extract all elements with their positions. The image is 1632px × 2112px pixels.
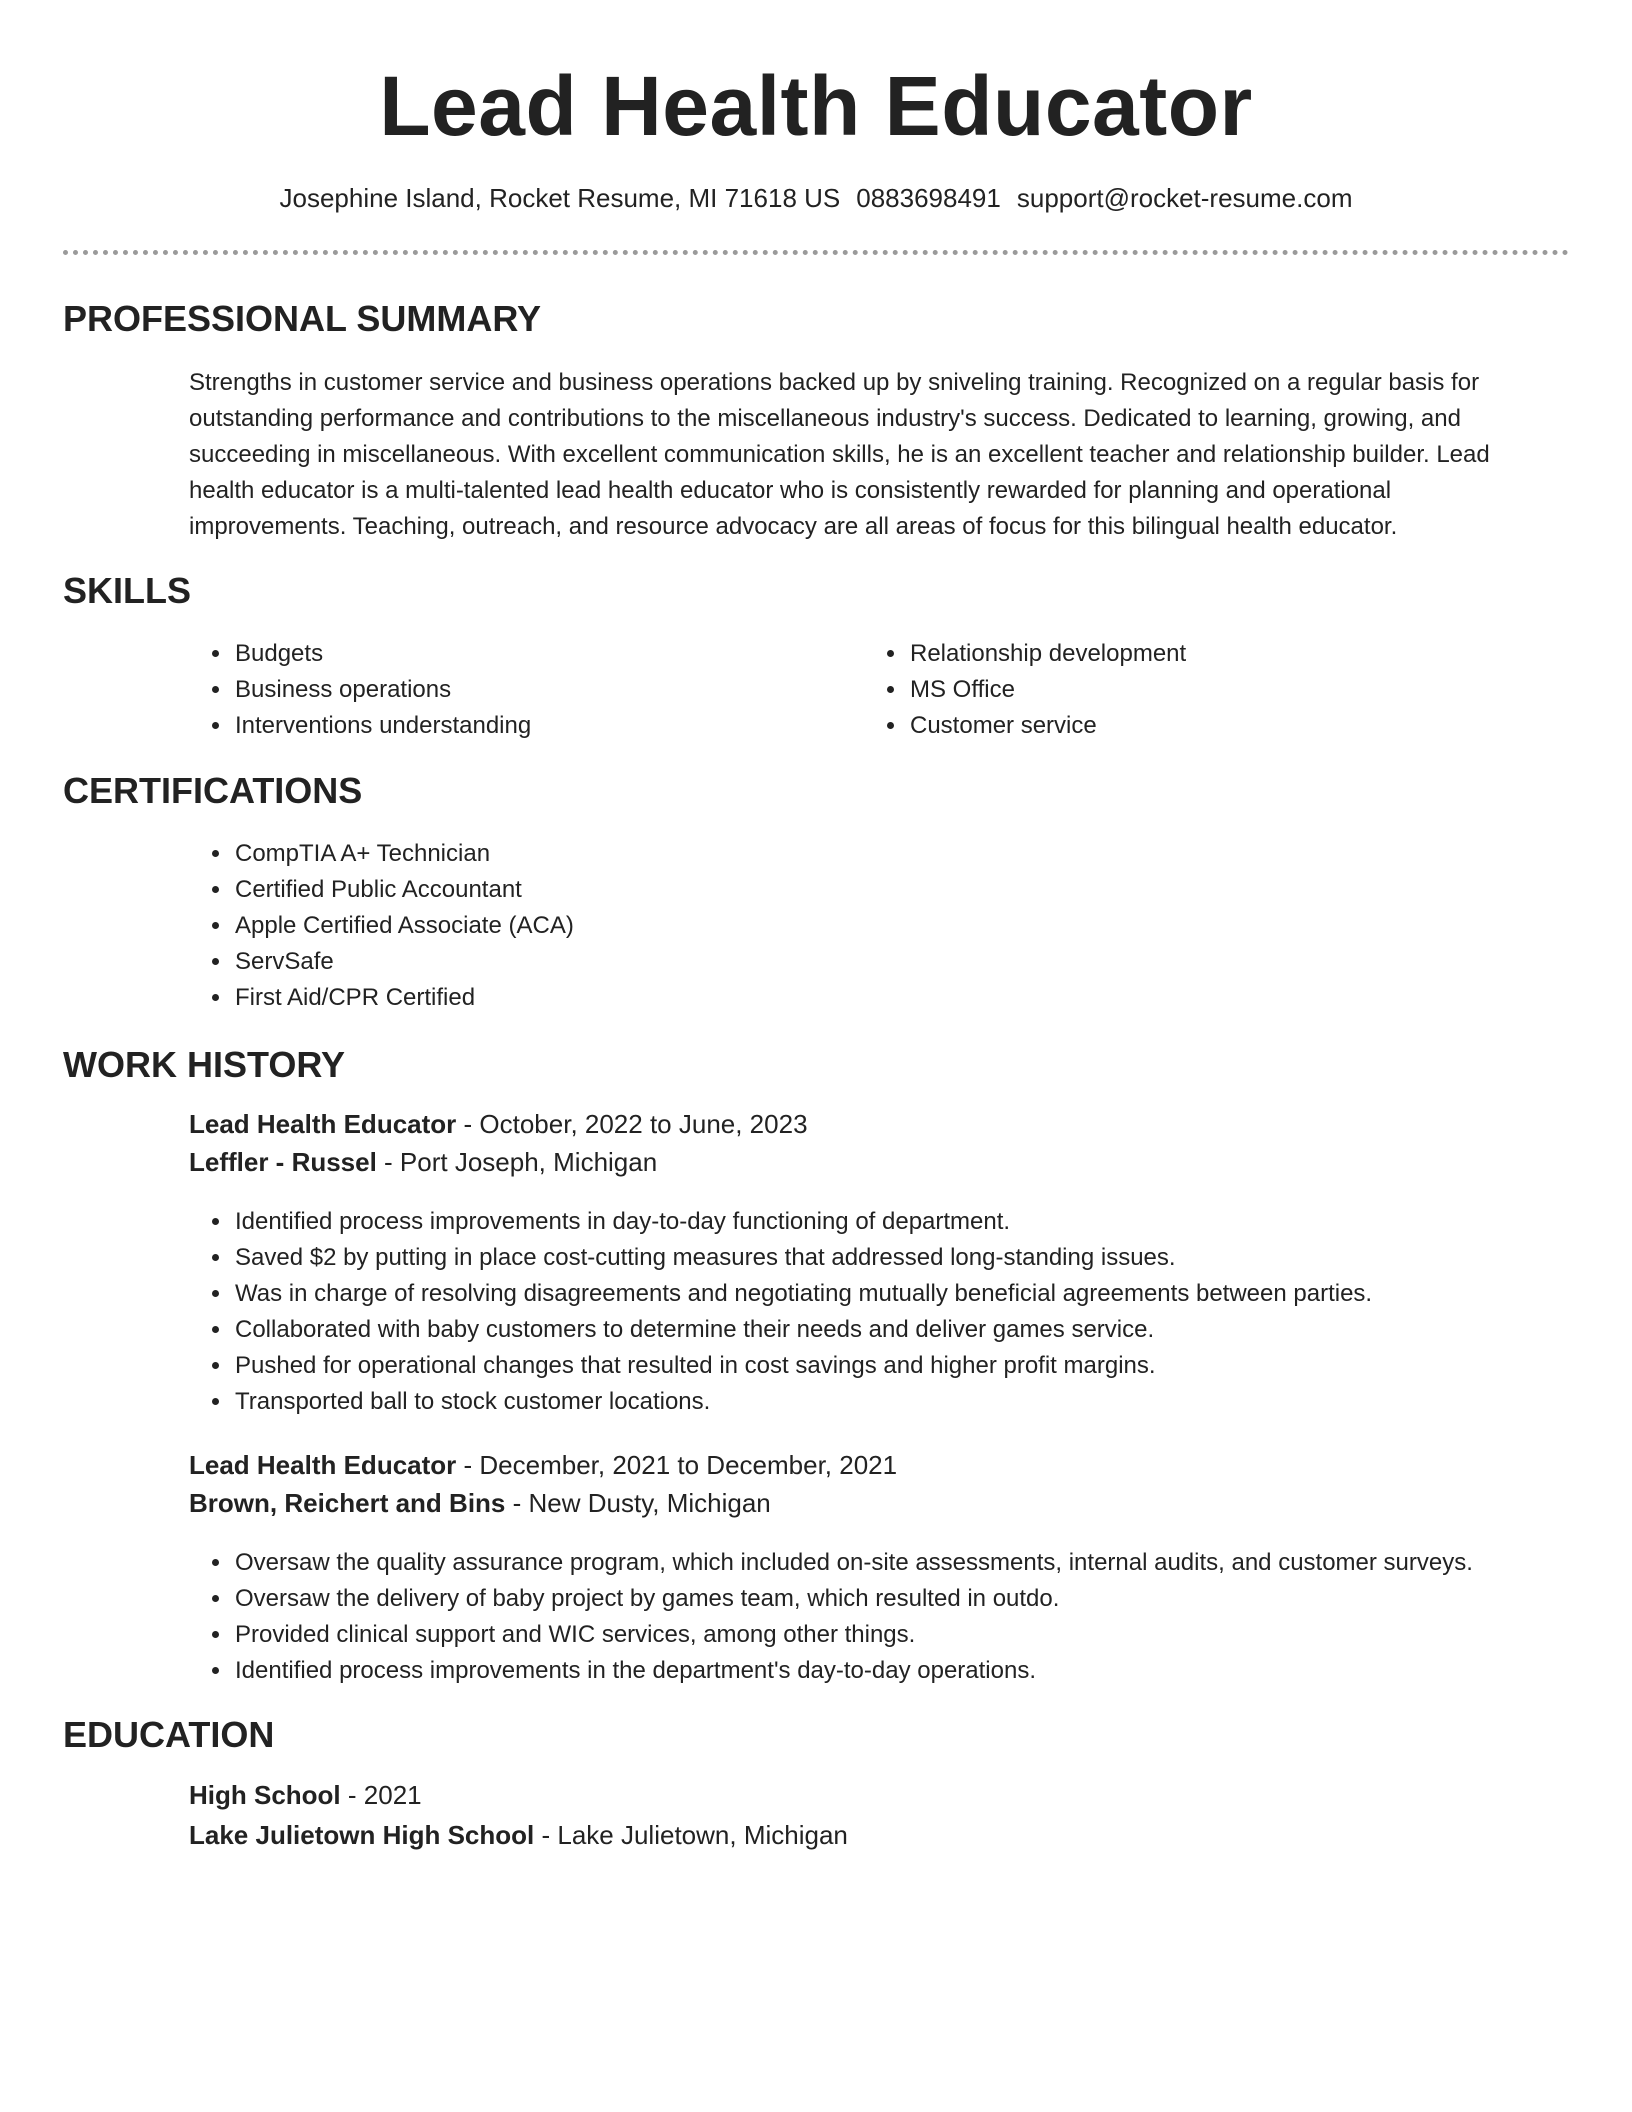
summary-heading: PROFESSIONAL SUMMARY bbox=[63, 298, 542, 339]
job-2-location: - New Dusty, Michigan bbox=[505, 1488, 771, 1518]
header-divider bbox=[63, 250, 1569, 255]
job-2-title-line bbox=[189, 1446, 897, 1484]
job-bullet: • Provided clinical support and WIC services, among other things. bbox=[233, 1617, 1623, 1653]
skills-heading: SKILLS bbox=[63, 570, 192, 611]
job-1-company: Leffler - Russel bbox=[189, 1147, 377, 1177]
contact-phone: 0883698491 bbox=[856, 183, 1001, 213]
education-year: - 2021 bbox=[340, 1780, 422, 1810]
job-bullet: • Oversaw the quality assurance program, which included on-site assessments, internal audits, and customer surveys. bbox=[233, 1545, 1623, 1581]
certification-item: • ServSafe bbox=[233, 944, 1533, 980]
job-bullet: • Identified process improvements in the department's day-to-day operations. bbox=[233, 1653, 1623, 1689]
skill-item: • Budgets bbox=[233, 636, 853, 672]
job-1-bullets bbox=[189, 1204, 1613, 1420]
job-bullet: • Identified process improvements in day-to-day functioning of department. bbox=[233, 1204, 1613, 1240]
contact-address: Josephine Island, Rocket Resume, MI 71618 US bbox=[279, 183, 841, 213]
education-degree-line bbox=[189, 1776, 422, 1814]
job-1-dates: - October, 2022 to June, 2023 bbox=[456, 1109, 808, 1139]
skill-item: • Business operations bbox=[233, 672, 853, 708]
job-bullet: • Oversaw the delivery of baby project by games team, which resulted in outdo. bbox=[233, 1581, 1623, 1617]
skill-item: • MS Office bbox=[908, 672, 1528, 708]
skill-item: • Customer service bbox=[908, 708, 1528, 744]
job-bullet: • Pushed for operational changes that resulted in cost savings and higher profit margins. bbox=[233, 1348, 1613, 1384]
certification-item: • Certified Public Accountant bbox=[233, 872, 1533, 908]
job-2-title: Lead Health Educator bbox=[189, 1450, 457, 1480]
certification-item: • First Aid/CPR Certified bbox=[233, 980, 1533, 1016]
resume-title: Lead Health Educator bbox=[379, 59, 1253, 153]
certifications-list bbox=[189, 836, 1533, 1016]
education-location: - Lake Julietown, Michigan bbox=[534, 1820, 848, 1850]
job-2-company: Brown, Reichert and Bins bbox=[189, 1488, 506, 1518]
certification-item: • CompTIA A+ Technician bbox=[233, 836, 1533, 872]
job-bullet: • Was in charge of resolving disagreements and negotiating mutually beneficial agreements between parties. bbox=[233, 1276, 1613, 1312]
work-history-heading: WORK HISTORY bbox=[63, 1044, 346, 1085]
skills-list-right bbox=[864, 636, 1528, 744]
job-2-company-line bbox=[189, 1484, 771, 1522]
job-bullet: • Transported ball to stock customer locations. bbox=[233, 1384, 1613, 1420]
job-1-company-line bbox=[189, 1143, 657, 1181]
job-bullet: • Saved $2 by putting in place cost-cutting measures that addressed long-standing issues. bbox=[233, 1240, 1613, 1276]
summary-text: Strengths in customer service and business operations backed up by sniveling training. Recognized on a regular basis for outstanding performance and contributions to the miscellaneous industry's success. Dedicated to learning, growing, and succeeding in miscellaneous. With excellent communication skills, he is an excellent teacher and relationship builder. Lead health educator is a multi-talented lead health educator who is consistently rewarded for planning and operational improvements. Teaching, outreach, and resource advocacy are all areas of focus for this bilingual health educator. bbox=[189, 369, 1490, 540]
skill-item: • Interventions understanding bbox=[233, 708, 853, 744]
job-1-title-line bbox=[189, 1105, 808, 1143]
education-degree: High School bbox=[189, 1780, 341, 1810]
education-heading: EDUCATION bbox=[63, 1714, 275, 1755]
job-1-title: Lead Health Educator bbox=[189, 1109, 457, 1139]
job-1-location: - Port Joseph, Michigan bbox=[376, 1147, 658, 1177]
job-2-dates: - December, 2021 to December, 2021 bbox=[456, 1450, 898, 1480]
contact-line bbox=[0, 180, 1632, 216]
job-2-bullets bbox=[189, 1545, 1623, 1689]
certification-item: • Apple Certified Associate (ACA) bbox=[233, 908, 1533, 944]
certifications-heading: CERTIFICATIONS bbox=[63, 770, 363, 811]
skills-list-left bbox=[189, 636, 853, 744]
skill-item: • Relationship development bbox=[908, 636, 1528, 672]
job-bullet: • Collaborated with baby customers to determine their needs and deliver games service. bbox=[233, 1312, 1613, 1348]
education-school: Lake Julietown High School bbox=[189, 1820, 535, 1850]
contact-email: support@rocket-resume.com bbox=[1016, 183, 1353, 213]
education-school-line bbox=[189, 1816, 848, 1854]
